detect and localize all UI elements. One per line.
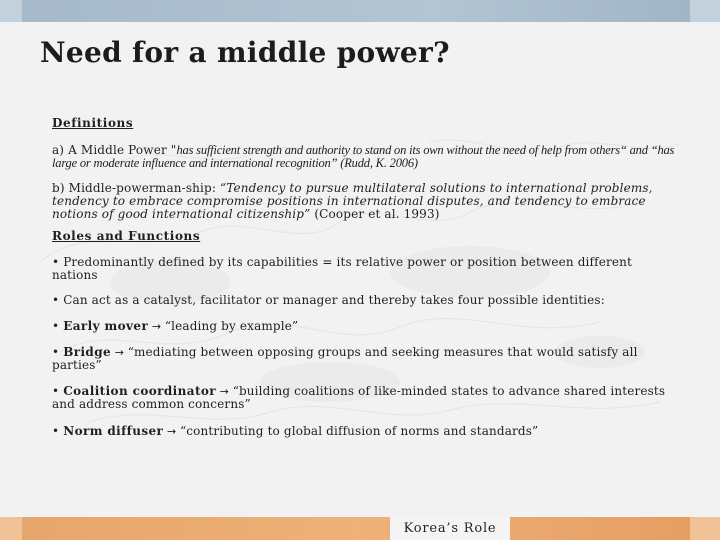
definition-a-prefix: a) A Middle Power " bbox=[52, 143, 177, 157]
definitions-heading bbox=[52, 117, 676, 130]
bottom-accent-bar bbox=[0, 517, 720, 540]
definition-b bbox=[52, 182, 676, 221]
top-bar-right-cap bbox=[690, 0, 720, 22]
arrow-right-icon: → bbox=[216, 385, 233, 398]
arrow-right-icon: → bbox=[111, 346, 128, 359]
bottom-bar-left-cap bbox=[0, 517, 22, 540]
bullet-marker: • bbox=[52, 384, 64, 398]
bottom-bar-right-cap bbox=[690, 517, 720, 540]
identity-norm-diffuser bbox=[52, 425, 676, 438]
footer-section-label: Korea’s Role bbox=[390, 517, 510, 540]
identity-coalition-coordinator bbox=[52, 385, 676, 411]
identity-name: Coalition coordinator bbox=[63, 384, 217, 398]
definitions-heading-text: Definitions bbox=[52, 116, 134, 130]
definition-a bbox=[52, 144, 676, 170]
identity-desc: “building coalitions of like-minded states to advance shared interests and address common concerns” bbox=[52, 384, 666, 411]
bullet-catalyst: • Can act as a catalyst, facilitator or manager and thereby takes four possible identities: bbox=[52, 293, 605, 307]
roles-heading bbox=[52, 230, 676, 243]
arrow-right-icon: → bbox=[163, 425, 180, 438]
bullet-marker: • bbox=[52, 424, 64, 438]
definition-a-quote: has sufficient strength and authority to stand on its own without the need of help from others“ and “has large or moderate influence and international recognition” (Rudd, K. 2006) bbox=[52, 143, 675, 170]
bullet-marker: • bbox=[52, 319, 64, 333]
identity-desc: “leading by example” bbox=[164, 319, 299, 333]
definition-b-prefix: b) Middle-powerman-ship: bbox=[52, 181, 221, 195]
definition-b-quote: “Tendency to pursue multilateral solutions to international problems, tendency to embrace compromise positions in international disputes, and tendency to embrace notions of good international citizenship” bbox=[52, 181, 653, 221]
identity-name: Bridge bbox=[63, 345, 112, 359]
page-title: Need for a middle power? bbox=[40, 36, 450, 69]
definition-b-citation: (Cooper et al. 1993) bbox=[310, 207, 440, 221]
bullet-marker: • bbox=[52, 345, 64, 359]
identity-bridge bbox=[52, 346, 676, 372]
identity-early-mover bbox=[52, 320, 676, 333]
identity-desc: “contributing to global diffusion of norms and standards” bbox=[179, 424, 539, 438]
identity-name: Early mover bbox=[63, 319, 149, 333]
arrow-right-icon: → bbox=[148, 320, 165, 333]
bullet-predominantly: • Predominantly defined by its capabilities = its relative power or position between different nations bbox=[52, 255, 632, 282]
roles-heading-text: Roles and Functions bbox=[52, 229, 201, 243]
identity-name: Norm diffuser bbox=[63, 424, 164, 438]
top-bar-left-cap bbox=[0, 0, 22, 22]
top-accent-bar bbox=[0, 0, 720, 22]
identity-desc: “mediating between opposing groups and seeking measures that would satisfy all parties” bbox=[52, 345, 638, 372]
slide-body bbox=[52, 117, 676, 438]
